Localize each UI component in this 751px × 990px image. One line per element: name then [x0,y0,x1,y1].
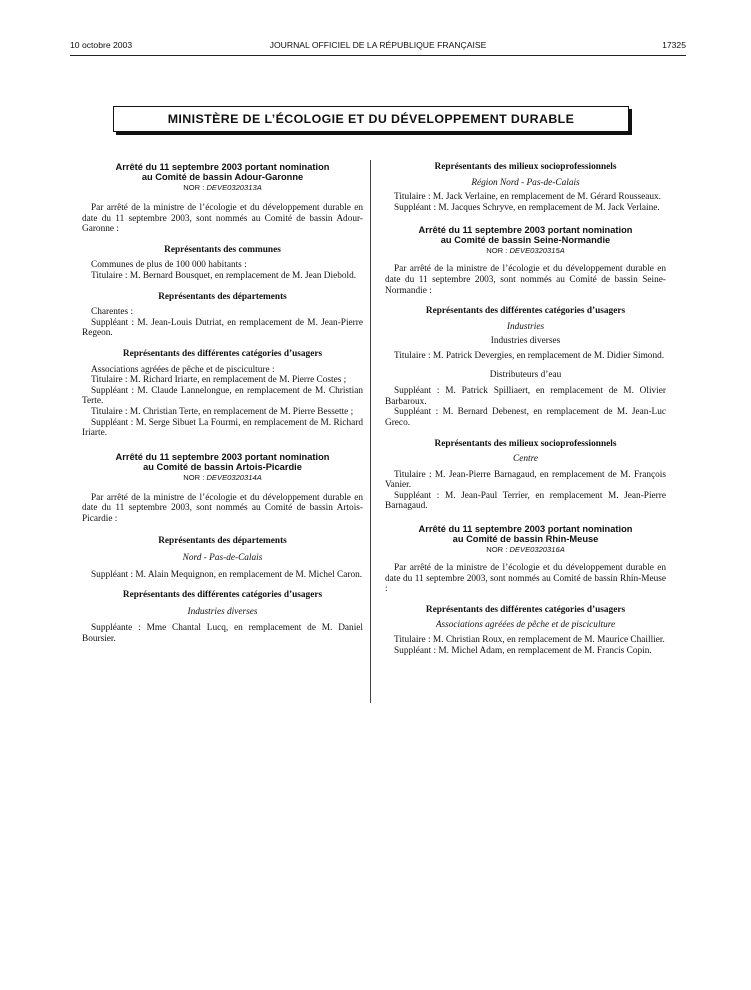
nor-label: NOR : [486,246,510,256]
nor-label: NOR : [486,545,510,555]
arrete-intro: Par arrêté de la ministre de l’écologie et du développement durable en date du 11 septembre 2003, sont nommés au Comité de bassin Rhin-Meuse : [385,563,666,595]
subsection-heading: Associations agréées de pêche et de pisciculture [435,620,616,631]
subsection-heading: Industries diverses [187,606,258,617]
paragraph: Suppléant : M. Michel Adam, en remplacement de M. Francis Copin. [394,645,652,656]
issue-date: 10 octobre 2003 [70,40,133,50]
header-rule [70,55,686,56]
paragraph: Suppléant : M. Jacques Schryve, en remplacement de M. Jack Verlaine. [394,202,660,213]
nor-line [82,473,363,483]
ministry-heading: MINISTÈRE DE L’ÉCOLOGIE ET DU DÉVELOPPEMENT DURABLE [113,106,629,132]
arrete-title: Arrêté du 11 septembre 2003 portant nomination [418,524,633,535]
category-heading: Industries diverses [490,336,561,347]
arrete-title: au Comité de bassin Rhin-Meuse [452,534,599,545]
section-heading: Représentants des milieux socioprofessionnels [434,162,617,172]
nor-line [385,545,666,555]
paragraph: Titulaire : M. Christian Roux, en remplacement de M. Maurice Chaillier. [394,635,665,646]
column-divider [370,160,371,703]
section-heading: Représentants des départements [158,291,287,302]
subsection-heading: Région Nord - Pas-de-Calais [471,177,580,188]
paragraph: Titulaire : M. Jack Verlaine, en remplacement de M. Gérard Rousseaux. [394,192,661,203]
subsection-heading: Nord - Pas-de-Calais [182,553,263,564]
journal-title: JOURNAL OFFICIEL DE LA RÉPUBLIQUE FRANÇAISE [269,40,487,50]
section-heading: Représentants des communes [164,244,281,255]
subsection-heading: Centre [513,454,538,465]
paragraph: Suppléant : M. Jean-Paul Terrier, en remplacement M. Jean-Pierre Barnagaud. [385,490,666,512]
paragraph: Suppléant : M. Serge Sibuet La Fourmi, en remplacement de M. Richard Iriarte. [82,417,363,439]
right-column [385,162,666,656]
paragraph: Communes de plus de 100 000 habitants : [91,260,247,271]
nor-code: DEVE0320315A [509,246,565,256]
paragraph: Titulaire : M. Richard Iriarte, en remplacement de M. Pierre Costes ; [91,375,347,386]
arrete-title: au Comité de bassin Seine-Normandie [440,235,611,246]
running-header [70,40,686,54]
section-heading: Représentants des différentes catégories d’usagers [425,604,626,615]
paragraph: Suppléant : M. Patrick Spilliaert, en remplacement de M. Olivier Barbaroux. [385,386,666,407]
section-heading: Représentants des différentes catégories d’usagers [122,348,323,359]
subsection-heading: Industries [506,321,545,332]
left-column [82,162,363,645]
section-heading: Représentants des différentes catégories d’usagers [122,590,323,601]
nor-code: DEVE0320313A [206,183,262,192]
arrete-title: Arrêté du 11 septembre 2003 portant nomination [115,451,330,462]
arrete-title: au Comité de bassin Adour-Garonne [141,172,304,182]
paragraph: Associations agréées de pêche et de pisciculture : [91,364,275,375]
category-heading: Distributeurs d’eau [489,369,562,380]
nor-code: DEVE0320316A [509,545,565,555]
arrete-title: au Comité de bassin Artois-Picardie [143,461,302,472]
nor-code: DEVE0320314A [206,472,262,482]
paragraph: Suppléant : M. Jean-Louis Dutriat, en remplacement de M. Jean-Pierre Regeon. [82,317,363,339]
paragraph: Charentes : [91,307,134,318]
paragraph: Titulaire : M. Jean-Pierre Barnagaud, en remplacement de M. François Vanier. [385,469,666,491]
section-heading: Représentants des différentes catégories d’usagers [425,306,626,317]
arrete-intro: Par arrêté de la ministre de l’écologie et du développement durable en date du 11 septembre 2003, sont nommés au Comité de bassin Artois-Picardie : [82,492,363,524]
paragraph: Suppléant : M. Bernard Debenest, en remplacement de M. Jean-Luc Greco. [385,407,666,428]
arrete-title: Arrêté du 11 septembre 2003 portant nomination [418,225,633,236]
page-number: 17325 [662,40,686,50]
paragraph: Suppléant : M. Claude Lannelongue, en remplacement de M. Christian Terte. [82,385,363,407]
section-heading: Représentants des départements [158,536,287,547]
nor-label: NOR : [183,472,207,482]
paragraph: Suppléant : M. Alain Mequignon, en remplacement de M. Michel Caron. [91,569,363,580]
nor-label: NOR : [183,183,207,192]
section-heading: Représentants des milieux socioprofessionnels [434,438,617,449]
paragraph: Titulaire : M. Christian Terte, en remplacement de M. Pierre Bessette ; [91,406,354,417]
nor-line [385,246,666,256]
paragraph: Titulaire : M. Patrick Devergies, en remplacement de M. Didier Simond. [394,350,665,361]
arrete-intro: Par arrêté de la ministre de l’écologie et du développement durable en date du 11 septembre 2003, sont nommés au Comité de bassin Adour-Garonne : [82,203,363,235]
arrete-title: Arrêté du 11 septembre 2003 portant nomination [115,162,330,172]
nor-line [82,183,363,193]
paragraph: Suppléante : Mme Chantal Lucq, en remplacement de M. Daniel Boursier. [82,623,363,645]
arrete-intro: Par arrêté de la ministre de l’écologie et du développement durable en date du 11 septembre 2003, sont nommés au Comité de bassin Seine-Normandie : [385,264,666,296]
paragraph: Titulaire : M. Bernard Bousquet, en remplacement de M. Jean Diebold. [91,270,357,281]
